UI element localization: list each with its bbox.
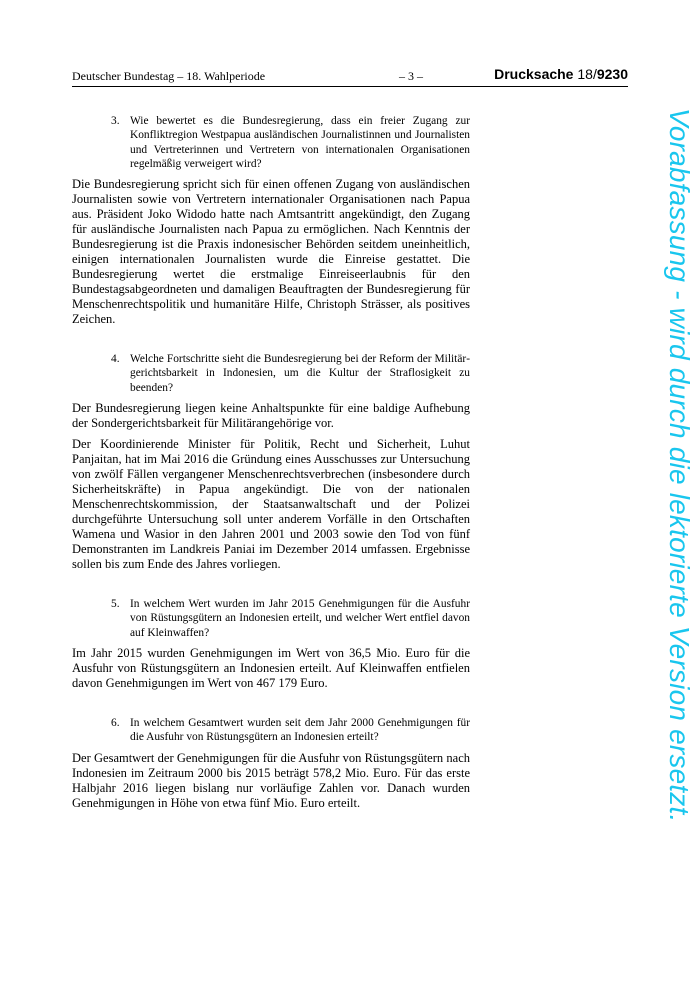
question-number: 6. [111,716,120,729]
question-number: 5. [111,598,120,611]
answer-paragraph: Der Bundesregierung liegen keine Anhaltspunkte für eine baldige Aufhebung der Sondergerichtsbarkeit für Militärangehörige vor. [72,401,470,431]
draft-watermark: Vorabfassung - wird durch die lektorierte Version ersetzt. [664,108,695,823]
drucksache-prefix: 18/ [573,66,597,82]
question-4 [111,352,470,395]
answer-paragraph: Der Gesamtwert der Genehmigungen für die Ausfuhr von Rüstungsgütern nach Indonesien im Zeitraum 2000 bis 2015 beträgt 578,2 Mio. Euro. Für das erste Halbjahr 2016 liegen bislang nur vorläufige Zahlen vor. Danach wurden Genehmigungen in Höhe von etwa fünf Mio. Euro erteilt. [72,750,470,810]
question-6 [111,716,470,745]
question-text: Welche Fortschritte sieht die Bundesregierung bei der Reform der Militärgerichtsbarkeit in Indonesien, um die Kultur der Straflosigkeit zu beenden? [130,353,470,394]
answer-paragraph: Der Koordinierende Minister für Politik, Recht und Sicherheit, Luhut Panjaitan, hat im Mai 2016 die Gründung eines Ausschusses zur Untersuchung von zwölf Fällen vergangener Menschenrechtsverbrechen (insbesondere durch Sicherheitskräfte) in Papua angekündigt. Die von der nationalen Menschenrechtskommission, der Staatsanwaltschaft und der Polizei durchgeführte Untersuchung soll unter anderem Vorfälle in den Ortschaften Wamena und Wasior in den Jahren 2001 und 2003 sowie den Tod von fünf Demonstranten im Landkreis Paniai im Dezember 2014 umfassen. Ergebnisse sollen bis zum Ende des Jahres vorliegen. [72,437,470,572]
question-text: In welchem Gesamtwert wurden seit dem Jahr 2000 Genehmigungen für die Ausfuhr von Rüstungsgütern an Indonesien erteilt? [130,716,470,744]
drucksache-number [494,67,628,81]
question-number: 4. [111,353,120,366]
question-3 [111,114,470,171]
drucksache-label: Drucksache [494,66,574,82]
page-header [72,68,628,87]
page-number: – 3 – [399,69,423,83]
document-body [72,114,470,811]
drucksache-id: 9230 [596,66,628,82]
question-text: Wie bewertet es die Bundesregierung, dass ein freier Zugang zur Konfliktregion Westpapua ausländischen Journalistinnen und Journalisten und Vertreterinnen und Vertretern von internationalen Organisationen regelmäßig verweigert wird? [130,115,470,170]
parliament-title: Deutscher Bundestag – 18. Wahlperiode [72,69,266,83]
question-number: 3. [111,115,120,127]
question-text: In welchem Wert wurden im Jahr 2015 Genehmigungen für die Ausfuhr von Rüstungsgütern an Indonesien erteilt, und welcher Wert entfiel davon auf Kleinwaffen? [130,598,470,639]
answer-paragraph: Im Jahr 2015 wurden Genehmigungen im Wert von 36,5 Mio. Euro für die Ausfuhr von Rüstungsgütern an Indonesien erteilt. Auf Kleinwaffen entfielen davon Genehmigungen im Wert von 467 179 Euro. [72,645,470,690]
question-5 [111,597,470,640]
answer-paragraph: Die Bundesregierung spricht sich für einen offenen Zugang von ausländischen Journalisten sowie von Vertretern internationaler Organisationen nach Papua aus. Präsident Joko Widodo hatte nach Amtsantritt angekündigt, den Zugang für ausländische Journalisten nach Papua zu ermöglichen. Nach Kenntnis der Bundesregierung ist die Praxis indonesischer Behörden seitdem uneinheitlich, einigen internationalen Journalisten wurde die Einreise gestattet. Die Bundesregierung wertet die erstmalige Einreiseerlaubnis für den Bundestagsabgeordneten und damaligen Beauftragten der Bundesregierung für Menschenrechtspolitik und humanitäre Hilfe, Christoph Strässer, als positives Zeichen. [72,177,470,327]
